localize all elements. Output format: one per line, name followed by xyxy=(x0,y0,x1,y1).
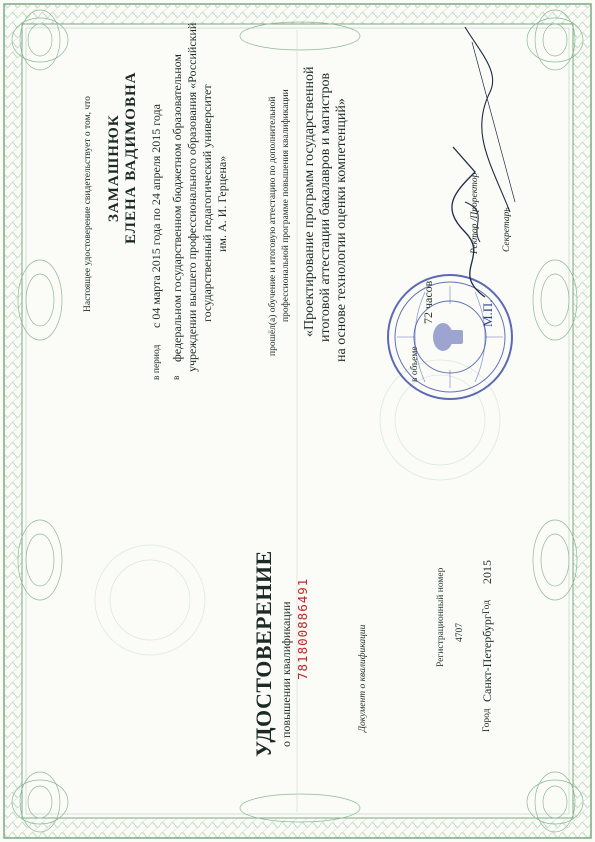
organization-line-1: федеральном государственном бюджетном образовательном xyxy=(170,53,184,362)
secretary-label: Секретарь xyxy=(502,207,512,252)
year-value: 2015 xyxy=(480,560,494,584)
stamp-mp-label: М.П. xyxy=(480,299,495,327)
passed-line-1: прошёл(а) обучение и итоговую аттестацию по дополнительной xyxy=(268,96,278,356)
organization-line-2: учреждении высшего профессионального образования «Российский xyxy=(185,22,199,372)
volume-label: в объеме xyxy=(410,346,420,382)
passed-line-2: профессиональной программе повышения квалификации xyxy=(281,89,291,322)
volume-value: 72 часов xyxy=(421,280,435,324)
city-label: Город xyxy=(482,708,492,732)
serial-number: 781800886491 xyxy=(295,577,310,680)
certificate-subtitle: о повышении квалификации xyxy=(279,601,293,747)
secretary-signature xyxy=(460,22,520,222)
rector-label: Ректор /Проректор xyxy=(470,172,480,254)
program-line-3: на основе технологии оценки компетенций» xyxy=(334,98,349,362)
certificate-title: УДОСТОВЕРЕНИЕ xyxy=(251,550,276,757)
city-value: Санкт-Петербург xyxy=(480,614,494,702)
given-names: ЕЛЕНА ВАДИМОВНА xyxy=(123,71,139,244)
program-line-2: итоговой аттестации бакалавров и магистров xyxy=(318,72,333,342)
surname: ЗАМАШНЮК xyxy=(106,114,122,222)
year-label: Год xyxy=(482,600,492,614)
organization-line-3: государственный педагогический университет xyxy=(200,84,214,322)
intro-text: Настоящее удостоверение свидетельствует о том, что xyxy=(83,96,93,312)
document-type-label: Документ о квалификации xyxy=(358,624,368,732)
program-line-1: «Проектирование программ государственной xyxy=(302,66,317,337)
in-label: в xyxy=(172,375,182,380)
registration-number-label: Регистрационный номер xyxy=(436,567,446,667)
registration-number: 4707 xyxy=(455,623,465,642)
period-label: в период xyxy=(152,344,162,380)
period-value: с 04 марта 2015 года по 24 апреля 2015 года xyxy=(149,104,163,328)
organization-line-4: им. А. И. Герцена» xyxy=(215,155,229,252)
